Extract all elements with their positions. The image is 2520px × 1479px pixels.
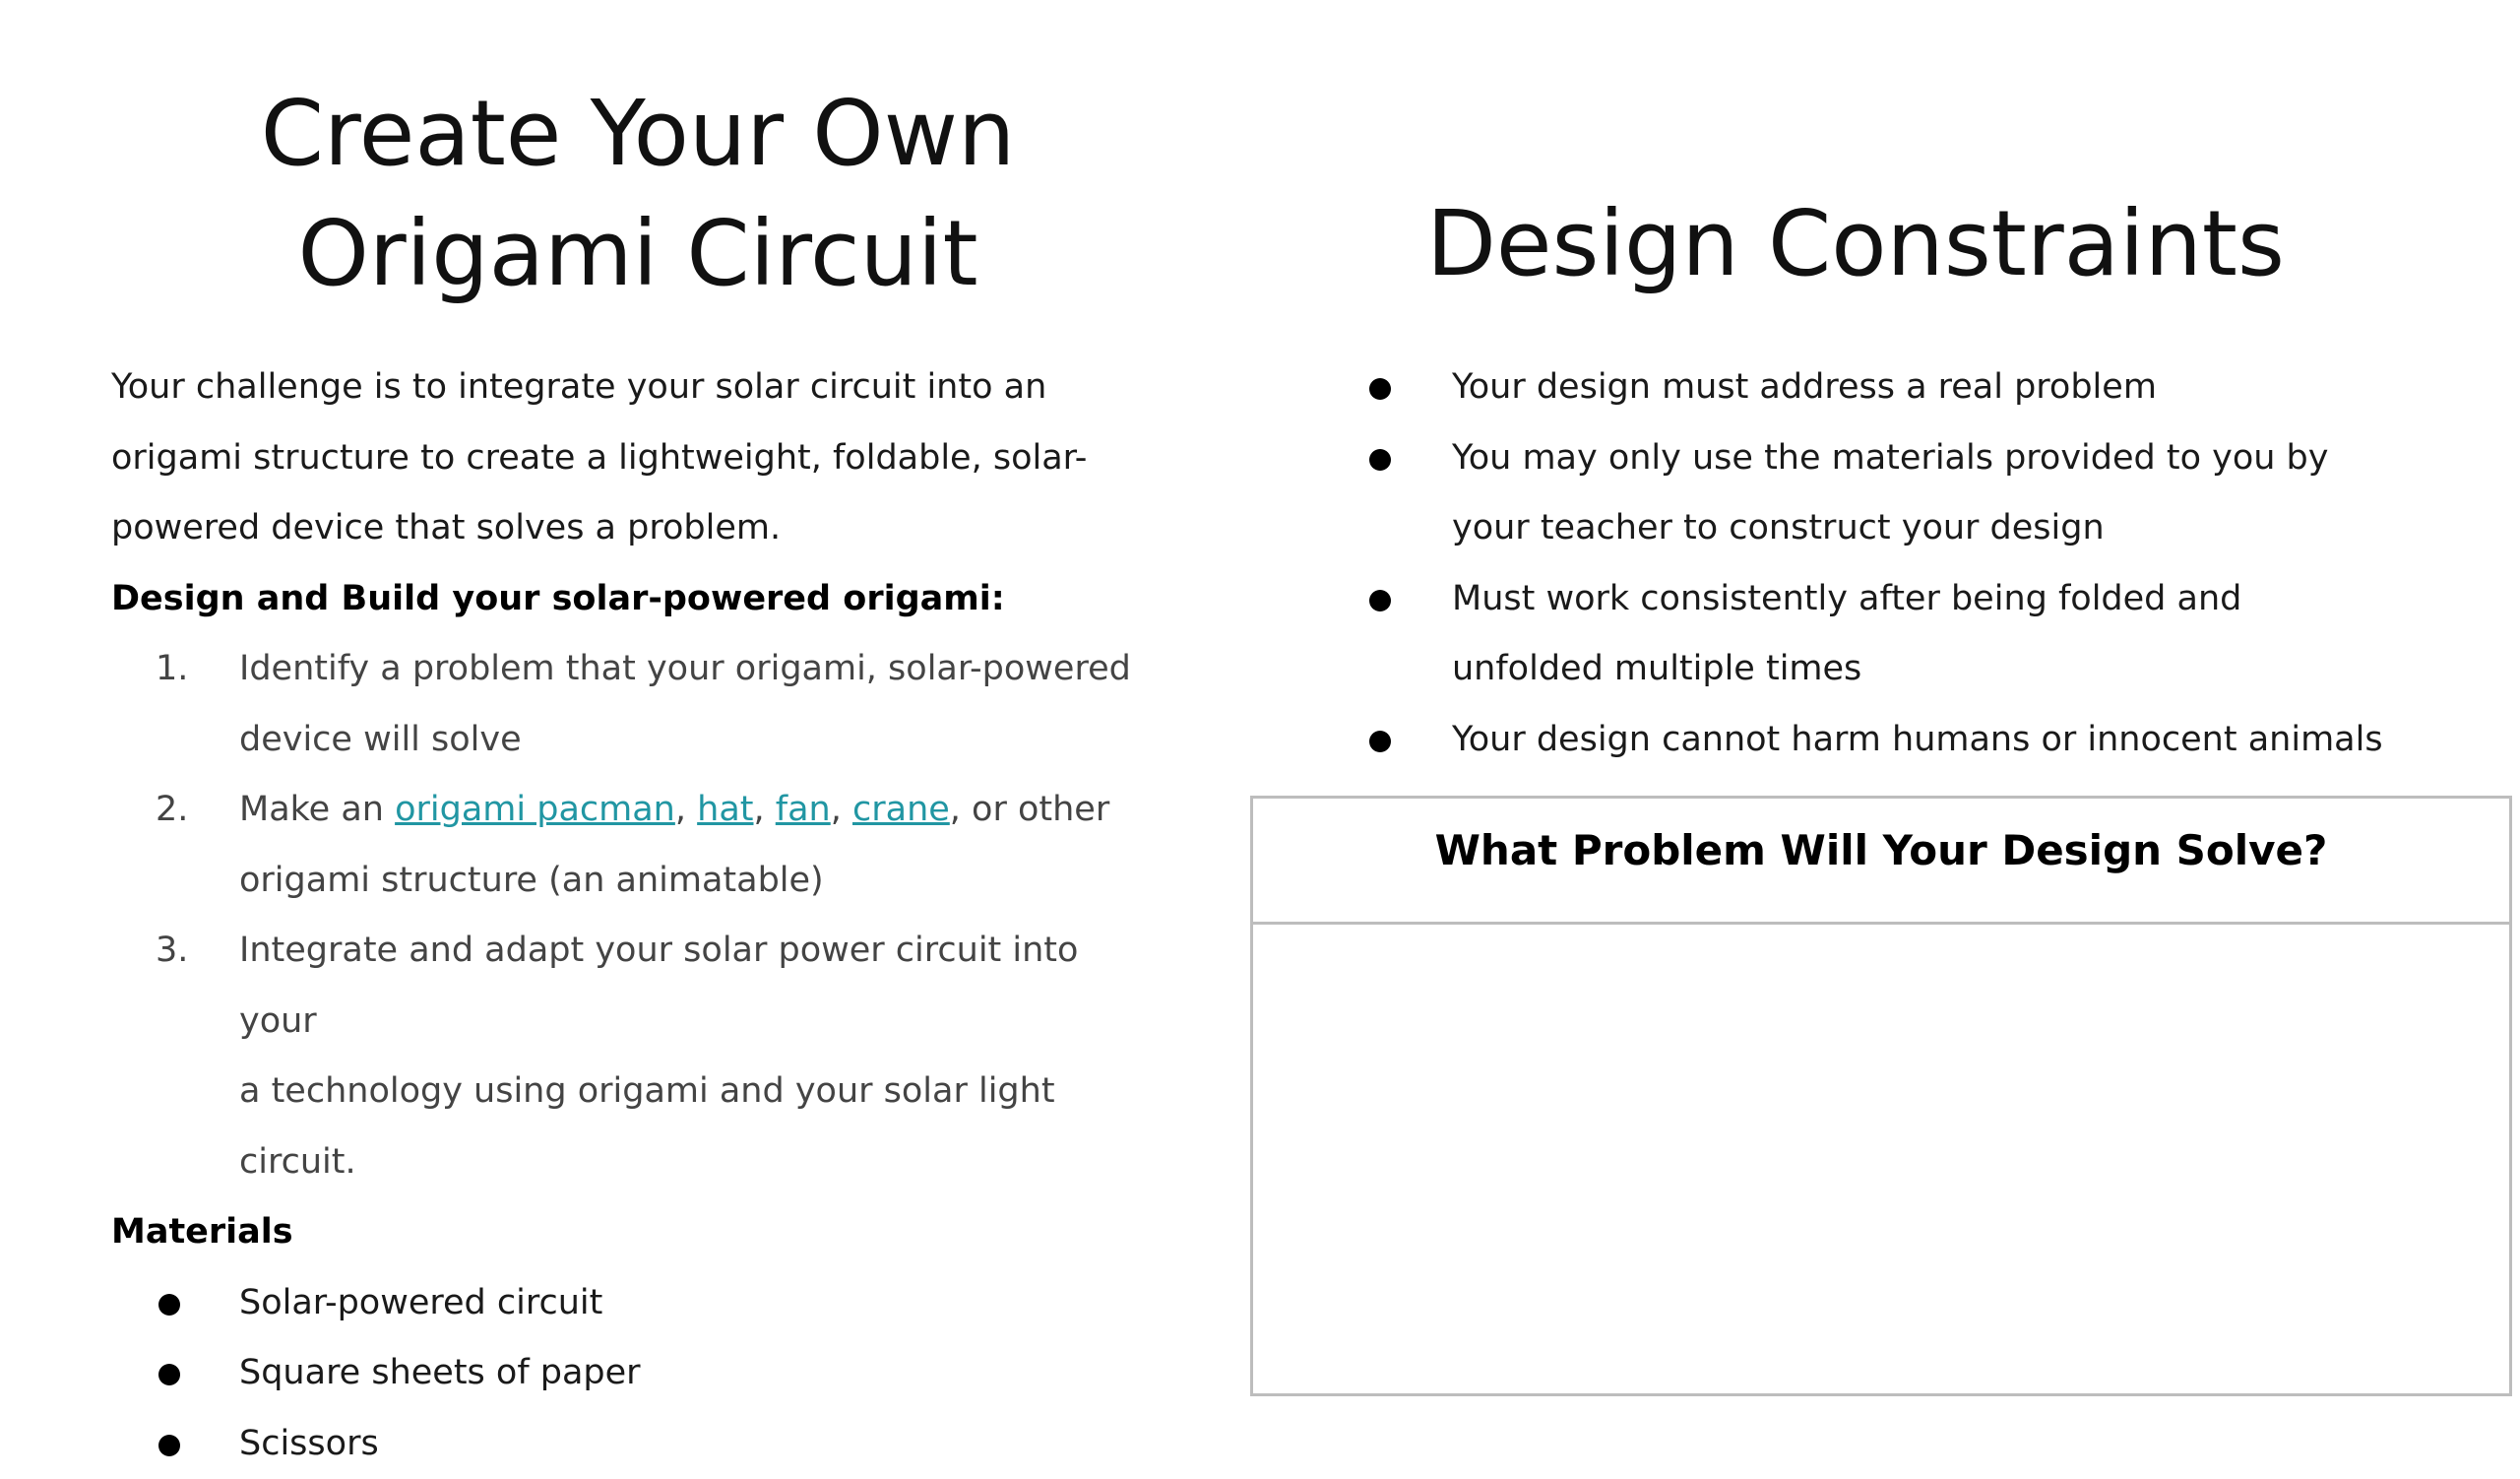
material-label: Scissors (239, 1424, 379, 1463)
bullet-icon (158, 1294, 180, 1316)
material-label: Square sheets of paper (239, 1353, 641, 1392)
intro-section (111, 353, 1155, 1479)
problem-table-header (1253, 799, 2509, 925)
step-number: 2. (156, 775, 188, 846)
step-text: Make an (239, 790, 395, 829)
constraints-list (1324, 353, 2505, 775)
step-line: Integrate and adapt your solar power circuit into your (239, 916, 1155, 1057)
constraint-item (1324, 423, 2505, 564)
constraint-line: Must work consistently after being folded and (1452, 564, 2505, 635)
bullet-icon (1369, 378, 1391, 400)
step-line: a technology using origami and your solar light circuit. (239, 1057, 1155, 1197)
step-text: , or other (950, 790, 1109, 829)
bullet-icon (1369, 449, 1391, 471)
title-line-1: Create Your Own (261, 81, 1016, 186)
crane-link[interactable]: crane (852, 790, 950, 829)
bullet-icon (1369, 731, 1391, 752)
material-item (111, 1338, 1155, 1409)
materials-heading: Materials (111, 1197, 1155, 1268)
separator: , (675, 790, 697, 829)
bullet-icon (158, 1435, 180, 1456)
constraint-line: Your design cannot harm humans or innocent animals (1452, 705, 2505, 776)
hat-link[interactable]: hat (697, 790, 753, 829)
constraint-line: your teacher to construct your design (1452, 493, 2505, 564)
material-item (111, 1268, 1155, 1339)
separator: , (831, 790, 852, 829)
step-item (111, 634, 1155, 775)
intro-line-3: powered device that solves a problem. (111, 493, 1155, 564)
title-line-2: Origami Circuit (297, 201, 977, 306)
step-line: device will solve (239, 705, 1155, 776)
constraints-title: Design Constraints (1240, 74, 2471, 304)
bullet-icon (158, 1364, 180, 1385)
constraints-section (1324, 353, 2505, 775)
step-line: origami structure (an animatable) (239, 846, 1155, 917)
separator: , (754, 790, 776, 829)
materials-list (111, 1268, 1155, 1479)
left-column (111, 74, 1174, 314)
design-heading: Design and Build your solar-powered origami: (111, 564, 1155, 635)
constraint-line: Your design must address a real problem (1452, 353, 2505, 423)
step-line: Identify a problem that your origami, solar-powered (239, 634, 1155, 705)
intro-line-2: origami structure to create a lightweight, foldable, solar- (111, 423, 1155, 494)
constraint-line: unfolded multiple times (1452, 634, 2505, 705)
bullet-icon (1369, 590, 1391, 611)
page-title (111, 74, 1165, 314)
step-item (111, 916, 1155, 1197)
origami-pacman-link[interactable]: origami pacman (395, 790, 675, 829)
right-column (1240, 74, 2500, 304)
step-item (111, 775, 1155, 916)
problem-answer-cell[interactable] (1253, 925, 2509, 1393)
constraint-item (1324, 564, 2505, 705)
step-number: 3. (156, 916, 188, 987)
material-item (111, 1409, 1155, 1479)
material-label: Solar-powered circuit (239, 1283, 602, 1322)
constraint-item (1324, 705, 2505, 776)
constraint-line: You may only use the materials provided to you by (1452, 423, 2505, 494)
fan-link[interactable]: fan (776, 790, 831, 829)
constraint-item (1324, 353, 2505, 423)
steps-list (111, 634, 1155, 1197)
intro-line-1: Your challenge is to integrate your solar circuit into an (111, 353, 1155, 423)
step-number: 1. (156, 634, 188, 705)
problem-table (1250, 796, 2512, 1396)
step-line (239, 775, 1155, 846)
problem-table-title: What Problem Will Your Design Solve? (1435, 826, 2328, 874)
